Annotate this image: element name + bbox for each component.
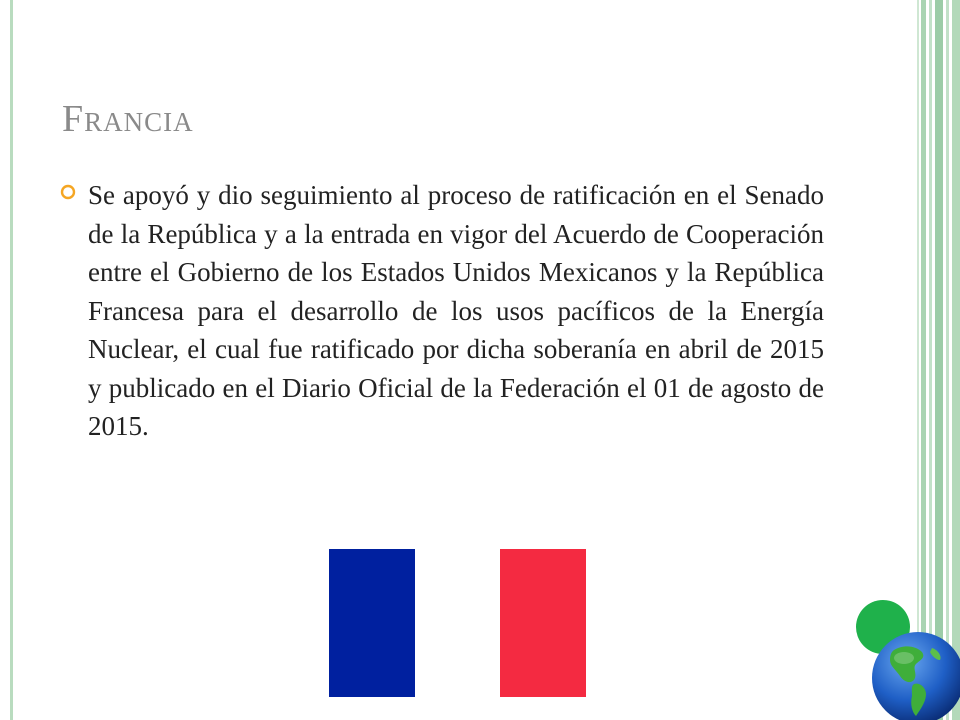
border-stripe	[946, 0, 949, 720]
border-stripe	[917, 0, 919, 720]
border-stripe	[952, 0, 960, 720]
left-border-line	[10, 0, 13, 720]
ring-bullet-icon	[58, 182, 78, 202]
bullet-text: Se apoyó y dio seguimiento al proceso de ratificación en el Senado de la República y a la entrada en vigor del Acuerdo de Cooperación entre el Gobierno de los Estados Unidos Mexicanos y la República Francesa para el desarrollo de los usos pacíficos de la Energía Nuclear, el cual fue ratificado por dicha soberanía en abril de 2015 y publicado en el Diario Oficial de la Federación el 01 de agosto de 2015.	[88, 180, 824, 441]
right-border-stripes	[912, 0, 960, 720]
globe-icon	[870, 630, 960, 720]
flag-blue-band	[329, 549, 415, 697]
border-stripe	[929, 0, 932, 720]
border-stripe	[921, 0, 926, 720]
slide-title: Francia	[62, 98, 194, 140]
flag-red-band	[500, 549, 586, 697]
border-stripe	[935, 0, 943, 720]
